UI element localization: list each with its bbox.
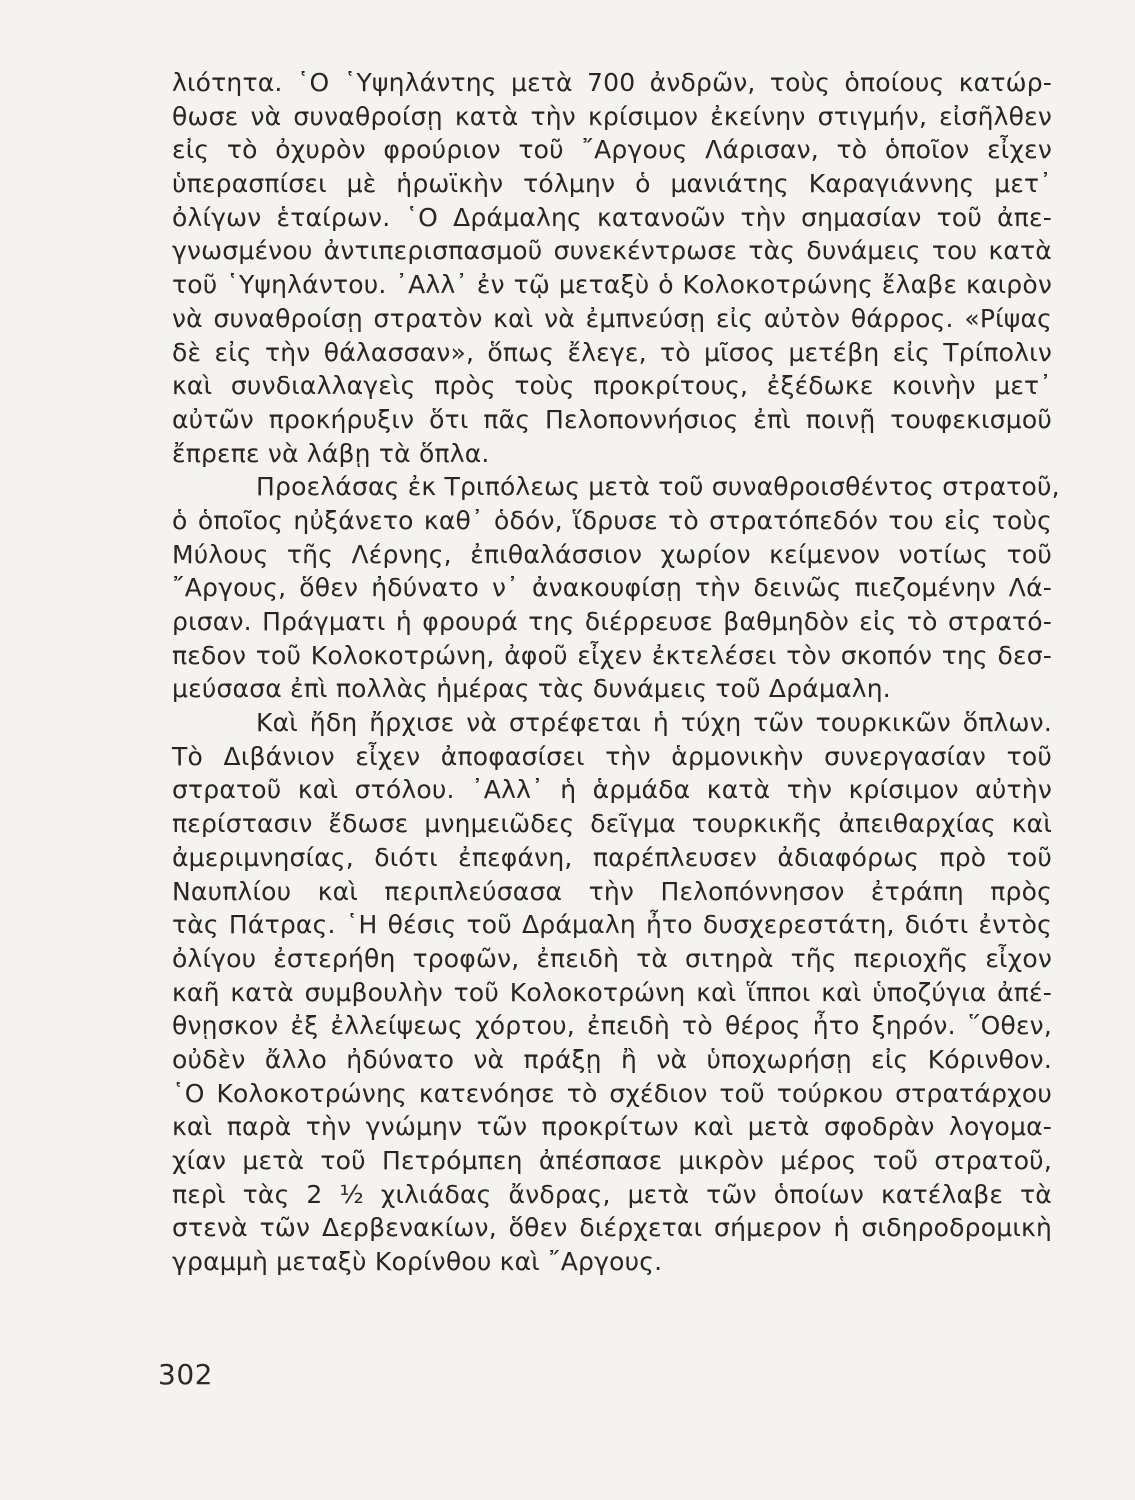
text-line: μεύσασα ἐπὶ πολλὰς ἡμέρας τὰς δυνάμεις τοῦ Δράμαλη. bbox=[172, 674, 891, 704]
text-line: γραμμὴ μεταξὺ Κορίνθου καὶ ῎Αργους. bbox=[172, 1247, 663, 1277]
text-line: περίστασιν ἔδωσε μνημειῶδες δεῖγμα τουρκικῆς ἀπειθαρχίας καὶ bbox=[172, 809, 1052, 839]
text-line: εἰς τὸ ὀχυρὸν φρούριον τοῦ ῎Αργους Λάρισαν, τὸ ὁποῖον εἶχεν bbox=[172, 135, 1052, 165]
text-line: στρατοῦ καὶ στόλου. ᾽Αλλ᾽ ἡ ἁρμάδα κατὰ τὴν κρίσιμον αὐτὴν bbox=[172, 775, 1052, 805]
text-line: καῆ κατὰ συμβουλὴν τοῦ Κολοκοτρώνη καὶ ἵπποι καὶ ὑποζύγια ἀπέ- bbox=[172, 977, 1052, 1007]
body-text bbox=[172, 66, 1060, 1279]
text-line: καὶ συνδιαλλαγεὶς πρὸς τοὺς προκρίτους, ἐξέδωκε κοινὴν μετ᾽ bbox=[172, 371, 1052, 401]
text-line: καὶ παρὰ τὴν γνώμην τῶν προκρίτων καὶ μετὰ σφοδρὰν λογομα- bbox=[172, 1112, 1052, 1142]
text-line: πεδον τοῦ Κολοκοτρώνη, ἀφοῦ εἶχεν ἐκτελέσει τὸν σκοπόν της δεσ- bbox=[172, 640, 1052, 670]
text-line: Μύλους τῆς Λέρνης, ἐπιθαλάσσιον χωρίον κείμενον νοτίως τοῦ bbox=[172, 539, 1052, 569]
paragraph-first-line: Προελάσας ἐκ Τριπόλεως μετὰ τοῦ συναθροισθέντος στρατοῦ, bbox=[256, 472, 1060, 502]
text-line: τὰς Πάτρας. ῾Η θέσις τοῦ Δράμαλη ἦτο δυσχερεστάτη, διότι ἐντὸς bbox=[172, 910, 1052, 940]
text-line: ὁ ὁποῖος ηὐξάνετο καθ᾽ ὁδόν, ἵδρυσε τὸ στρατόπεδόν του εἰς τοὺς bbox=[172, 505, 1052, 535]
text-line: ὀλίγων ἑταίρων. ῾Ο Δράμαλης κατανοῶν τὴν σημασίαν τοῦ ἀπε- bbox=[172, 202, 1052, 232]
text-line: ἀμεριμνησίας, διότι ἐπεφάνη, παρέπλευσεν ἀδιαφόρως πρὸ τοῦ bbox=[172, 842, 1052, 872]
text-line: ῾Ο Κολοκοτρώνης κατενόησε τὸ σχέδιον τοῦ τούρκου στρατάρχου bbox=[172, 1078, 1052, 1108]
text-line: θνῃσκον ἐξ ἐλλείψεως χόρτου, ἐπειδὴ τὸ θέρος ἦτο ξηρόν. ῞Οθεν, bbox=[172, 1011, 1052, 1041]
text-line: ὑπερασπίσει μὲ ἡρωϊκὴν τόλμην ὁ μανιάτης Καραγιάννης μετ᾽ bbox=[172, 169, 1052, 199]
text-line: χίαν μετὰ τοῦ Πετρόμπεη ἀπέσπασε μικρὸν μέρος τοῦ στρατοῦ, bbox=[172, 1146, 1052, 1175]
text-line: νὰ συναθροίσῃ στρατὸν καὶ νὰ ἐμπνεύσῃ εἰς αὐτὸν θάρρος. «Ρίψας bbox=[172, 303, 1052, 333]
text-line: Ναυπλίου καὶ περιπλεύσασα τὴν Πελοπόννησον ἐτράπη πρὸς bbox=[172, 876, 1052, 906]
text-line: γνωσμένου ἀντιπερισπασμοῦ συνεκέντρωσε τὰς δυνάμεις του κατὰ bbox=[172, 236, 1052, 266]
text-line: Τὸ Διβάνιον εἶχεν ἀποφασίσει τὴν ἁρμονικὴν συνεργασίαν τοῦ bbox=[172, 741, 1052, 771]
text-line: λιότητα. ῾Ο ῾Υψηλάντης μετὰ 700 ἀνδρῶν, τοὺς ὁποίους κατώρ- bbox=[172, 68, 1052, 97]
text-line: στενὰ τῶν Δερβενακίων, ὅθεν διέρχεται σήμερον ἡ σιδηροδρομικὴ bbox=[172, 1213, 1052, 1243]
text-line: ρισαν. Πράγματι ἡ φρουρά της διέρρευσε βαθμηδὸν εἰς τὸ στρατό- bbox=[172, 607, 1052, 636]
text-line: περὶ τὰς 2 ½ χιλιάδας ἄνδρας, μετὰ τῶν ὁποίων κατέλαβε τὰ bbox=[172, 1179, 1052, 1209]
page-number: 302 bbox=[158, 1358, 213, 1391]
text-line: θωσε νὰ συναθροίσῃ κατὰ τὴν κρίσιμον ἐκείνην στιγμήν, εἰσῆλθεν bbox=[172, 101, 1052, 131]
text-line: οὐδὲν ἄλλο ἠδύνατο νὰ πράξῃ ἢ νὰ ὑποχωρήσῃ εἰς Κόρινθον. bbox=[172, 1044, 1052, 1074]
text-line: δὲ εἰς τὴν θάλασσαν», ὅπως ἔλεγε, τὸ μῖσος μετέβη εἰς Τρίπολιν bbox=[172, 337, 1052, 367]
text-line: ῎Αργους, ὅθεν ἠδύνατο ν᾽ ἀνακουφίσῃ τὴν δεινῶς πιεζομένην Λά- bbox=[172, 573, 1052, 603]
text-line: αὐτῶν προκήρυξιν ὅτι πᾶς Πελοποννήσιος ἐπὶ ποινῇ τουφεκισμοῦ bbox=[172, 404, 1052, 434]
text-line: τοῦ ῾Υψηλάντου. ᾽Αλλ᾽ ἐν τῷ μεταξὺ ὁ Κολοκοτρώνης ἔλαβε καιρὸν bbox=[172, 270, 1052, 300]
paragraph-first-line: Καὶ ἤδη ἤρχισε νὰ στρέφεται ἡ τύχη τῶν τουρκικῶν ὅπλων. bbox=[256, 708, 1052, 738]
text-line: ὀλίγου ἐστερήθη τροφῶν, ἐπειδὴ τὰ σιτηρὰ τῆς περιοχῆς εἶχον bbox=[172, 943, 1052, 973]
text-line: ἔπρεπε νὰ λάβῃ τὰ ὅπλα. bbox=[172, 438, 490, 468]
